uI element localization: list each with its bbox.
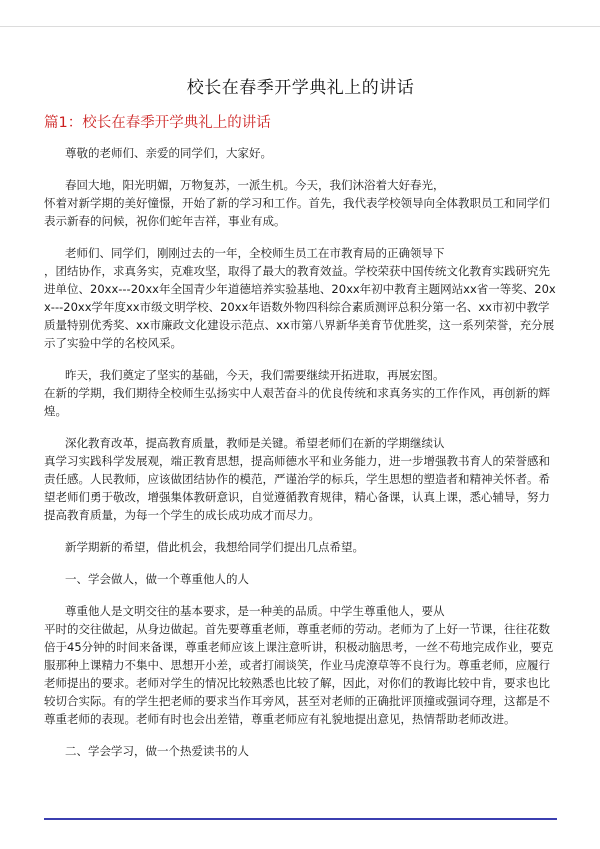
subheading-learn-to-be-human [44, 570, 557, 588]
paragraph-hopes-intro [44, 538, 557, 556]
section-heading: 篇1：校长在春季开学典礼上的讲话 [44, 115, 271, 131]
paragraph-body-text: 平时的交往做起，从身边做起。首先要尊重老师，尊重老师的劳动。老师为了上好一节课，往往花数倍于45分钟的时间来备课，尊重老师应该上课注意听讲，积极动脑思考，一丝不苟地完成作业，要克服那种上课精力不集中、思想开小差，或者打闹谈笑，作业马虎潦草等不良行为。尊重老师，应履行老师提出的要求。老师对学生的情况比较熟悉也比较了解，因此，对你们的教诲比较中肯，要求也比较切合实际。有的学生把老师的要求当作耳旁风，甚至对老师的正确批评顶撞或强词夺理，这都是不尊重老师的表现。老师有时也会出差错，尊重老师应有礼貌地提出意见，热情帮助老师改进。 [44, 622, 554, 726]
paragraph-first-line: 新学期新的希望，借此机会，我想给同学们提出几点希望。 [65, 540, 364, 554]
paragraph-first-line: 春回大地，阳光明媚，万物复苏，一派生机。今天，我们沐浴着大好春光， [65, 178, 445, 192]
paragraph-achievements [44, 244, 557, 352]
paragraph-greeting [44, 144, 557, 162]
paragraph-body-text: ，团结协作，求真务实，克难攻坚，取得了最大的教育效益。学校荣获中国传统文化教育实践研究先进单位、20xx---20xx年全国青少年道德培养实验基地、20xx年初中教育主题网站xx省一等奖、20xx---20xx学年度xx市级文明学校、20xx年语数外物四科综合素质测评总积分第一名、xx市初中教学质量特别优秀奖、xx市廉政文化建设示范点、xx市第八界新华美育节优胜奖，这一系列荣誉，充分展示了实验中学的名校风采。 [44, 264, 556, 350]
paragraph-first-line: 深化教育改革，提高教育质量，教师是关键。希望老师们在新的学期继续认 [65, 436, 445, 450]
header-divider [0, 26, 600, 27]
paragraph-first-line: 老师们、同学们，刚刚过去的一年，全校师生员工在市教育局的正确领导下 [65, 246, 445, 260]
paragraph-first-line: 尊重他人是文明交往的基本要求，是一种美的品质。中学生尊重他人，要从 [65, 604, 445, 618]
paragraph-first-line: 昨天，我们奠定了坚实的基础，今天，我们需要继续开拓进取，再展宏图。 [65, 368, 445, 382]
paragraph-first-line: 尊敬的老师们、亲爱的同学们，大家好。 [65, 146, 272, 160]
paragraph-teachers [44, 434, 557, 524]
paragraph-body-text: 怀着对新学期的美好憧憬，开始了新的学习和工作。首先，我代表学校领导向全体教职员工和同学们表示新春的问候，祝你们蛇年吉祥，事业有成。 [44, 196, 550, 228]
paragraph-spring-welcome [44, 176, 557, 230]
document-title: 校长在春季开学典礼上的讲话 [186, 78, 415, 98]
paragraph-first-line: 一、学会做人，做一个尊重他人的人 [65, 572, 249, 586]
paragraph-body-text: 在新的学期，我们期待全校师生弘扬实中人艰苦奋斗的优良传统和求真务实的工作作风，再创新的辉煌。 [44, 386, 550, 418]
paragraph-new-term [44, 366, 557, 420]
subheading-learn-to-study [44, 742, 557, 760]
paragraph-body-text: 真学习实践科学发展观，端正教育思想，提高师德水平和业务能力，进一步增强教书育人的荣誉感和责任感。人民教师，应该做团结协作的模范，严谨治学的标兵，学生思想的塑造者和精神关怀者。希望老师们勇于敬改，增强集体教研意识，自觉遵循教育规律，精心备课，认真上课，悉心辅导，努力提高教育质量，为每一个学生的成长成功成才而尽力。 [44, 454, 550, 522]
footer-divider [44, 818, 557, 820]
document-body [44, 144, 557, 760]
paragraph-respect-others [44, 602, 557, 728]
paragraph-first-line: 二、学会学习，做一个热爱读书的人 [65, 744, 249, 758]
